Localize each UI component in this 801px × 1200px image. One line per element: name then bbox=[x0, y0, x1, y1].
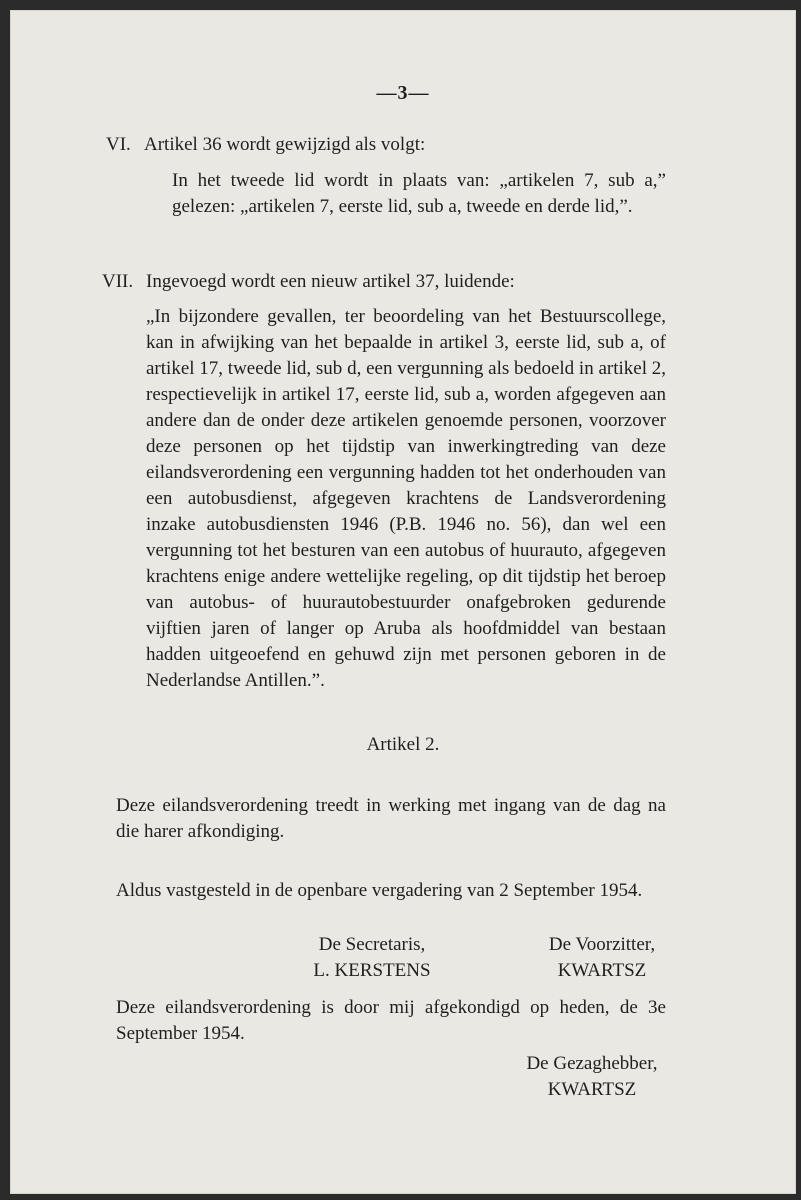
adoption-text: Aldus vastgesteld in de openbare vergadering van 2 September 1954. bbox=[116, 880, 643, 901]
chair-title: De Voorzitter, bbox=[548, 934, 656, 955]
governor-signature bbox=[518, 1051, 666, 1103]
artikel-2-title: Artikel 2. bbox=[366, 734, 440, 755]
chair-signature bbox=[538, 932, 666, 984]
section-vii-heading-text: Ingevoegd wordt een nieuw artikel 37, luidende: bbox=[146, 271, 515, 292]
promulgation-text: Deze eilandsverordening is door mij afgekondigd op heden, de 3e September 1954. bbox=[116, 997, 666, 1044]
page-number: —3— bbox=[376, 82, 430, 104]
artikel-2-body: Deze eilandsverordening treedt in werking met ingang van de dag na die harer afkondiging. bbox=[116, 795, 666, 842]
document-page bbox=[10, 10, 796, 1194]
section-vi-heading bbox=[106, 132, 425, 158]
chair-name: KWARTSZ bbox=[557, 960, 647, 981]
secretary-signature bbox=[302, 932, 442, 984]
governor-title: De Gezaghebber, bbox=[526, 1053, 658, 1074]
secretary-name: L. KERSTENS bbox=[313, 960, 431, 981]
governor-name: KWARTSZ bbox=[547, 1079, 637, 1100]
section-vi-body: In het tweede lid wordt in plaats van: „artikelen 7, sub a,” gelezen: „artikelen 7, eerste lid, sub a, tweede en derde lid,”. bbox=[172, 170, 666, 217]
section-vii-heading bbox=[102, 269, 515, 295]
section-vii-number: VII. bbox=[102, 271, 134, 292]
secretary-title: De Secretaris, bbox=[318, 934, 426, 955]
section-vi-heading-text: Artikel 36 wordt gewijzigd als volgt: bbox=[144, 134, 426, 155]
section-vii-body: „In bijzondere gevallen, ter beoordeling van het Bestuurscollege, kan in afwijking van het bepaalde in artikel 3, eerste lid, sub a, of artikel 17, tweede lid, sub d, een vergunning als bedoeld in artikel 2, respectievelijk in artikel 17, eerste lid, sub a, worden afgegeven aan andere dan de onder deze artikelen genoemde personen, voorzover deze personen op het tijdstip van inwerkingtreding van deze eilandsverordening een vergunning hadden tot het onderhouden van een autobusdienst, afgegeven krachtens de Landsverordening inzake autobusdiensten 1946 (P.B. 1946 no. 56), dan wel een vergunning tot het besturen van een autobus of huurauto, afgegeven krachtens enige andere wettelijke regeling, op dit tijdstip het beroep van autobus- of huurautobestuurder onafgebroken gedurende vijftien jaren of langer op Aruba als hoofdmiddel van bestaan hadden uitgeoefend en gehuwd zijn met personen geboren in de Nederlandse Antillen.”. bbox=[146, 306, 666, 691]
section-vi-number: VI. bbox=[106, 134, 131, 155]
